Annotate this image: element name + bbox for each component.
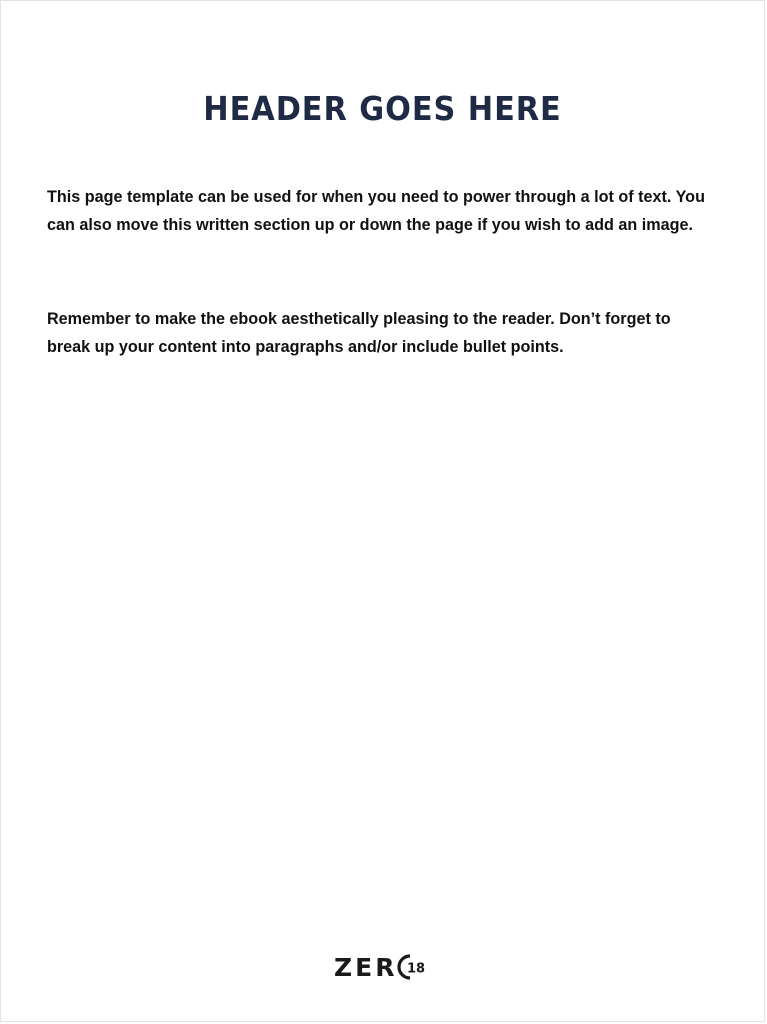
body-paragraph-2: Remember to make the ebook aesthetically pleasing to the reader. Don’t forget to break up your content into paragraphs and/or include bullet points. (47, 310, 671, 356)
page-title: HEADER GOES HERE (203, 89, 562, 128)
logo-18-mark-icon (397, 952, 427, 982)
logo-number: 18 (407, 961, 426, 977)
logo-wordmark: ZER (334, 952, 398, 982)
body-paragraph-1: This page template can be used for when you need to power through a lot of text. You can also move this written section up or down the page if you wish to add an image. (47, 188, 705, 234)
brand-logo (334, 952, 427, 982)
